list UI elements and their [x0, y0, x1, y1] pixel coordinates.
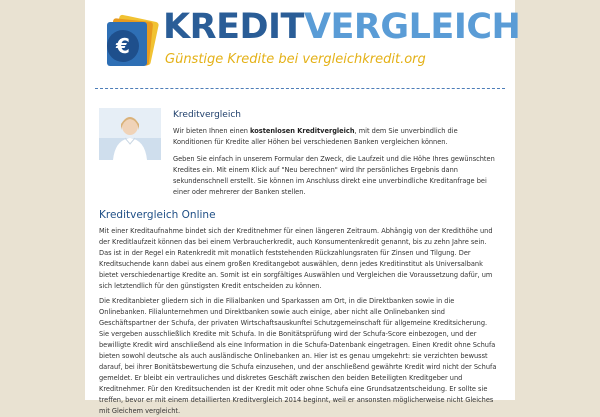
intro-paragraph-2: Geben Sie einfach in unserem Formular den Zweck, die Laufzeit und die Höhe Ihres gewünschten Kredites ein. Mit einem Klick auf "Neu berechnen" wird Ihr persönliches Ergebnis dann sekundenschnell erstellt. Sie können im Anschluss direkt eine unverbindliche Kreditanfrage bei einer oder mehrerer der Banken stellen. — [173, 155, 495, 196]
logo-title-part2: VERGLEICH — [303, 7, 521, 47]
section-paragraph-2: Die Kreditanbieter gliedern sich in die Filialbanken und Sparkassen am Ort, in die Direktbanken sowie in die Onlinebanken. Filialunternehmen und Direktbanken sowie auch einige, aber nicht alle Onlinebanken sind Geschäftspartner der Schufa, der privaten Wirtschaftsauskunftei Schutzgemeinschaft für allgemeine Kreditsicherung. Sie vergeben ausschließlich Kredite mit Schufa. In die Bonitätsprüfung wird der Schufa-Score einbezogen, und der bewilligte Kredit wird anschließend als eine Information in die Schufa-Datenbank eingetragen. Einen Kredit ohne Schufa bieten sowohl deutsche als auch ausländische Onlinebanken an. Hier ist es genau umgekehrt: sie verzichten bewusst darauf, bei ihrer Bonitätsbewertung die Schufa einzusehen, und der anschließend gewährte Kredit wird nicht der Schufa gemeldet. Er bleibt ein vertrauliches und diskretes Geschäft zwischen den beiden Beteiligten Kreditgeber und Kreditnehmer. Für den Kreditsuchenden ist der Kredit mit oder ohne Schufa eine Grundsatzentscheidung. Er sollte sie treffen, bevor er mit einem detaillierten Kreditvergleich 2014 beginnt, weil er ansonsten möglicherweise nicht Gleiches mit Gleichem vergleicht. — [99, 297, 497, 415]
section-paragraph-1: Mit einer Kreditaufnahme bindet sich der Kreditnehmer für einen längeren Zeitraum. Abhängig von der Kredithöhe und der Kreditlaufzeit können das bei einem Verbraucherkredit, auch Konsumentenkredit genannt, bis zu zehn Jahre sein. Das ist in der Regel ein Ratenkredit mit monatlich feststehenden Rückzahlungsraten für Zinsen und Tilgung. Der Kreditsuchende kann dabei aus einem großen Kreditangebot auswählen, denn jedes Kreditinstitut als Universalbank bietet verschiedenartige Kredite an. Somit ist ein sorgfältiges Auswählen und Vergleichen die Voraussetzung dafür, um sich letztendlich für den günstigsten Kredit entscheiden zu können. — [99, 227, 493, 290]
section-title: Kreditvergleich Online — [99, 209, 216, 221]
site-header — [85, 0, 521, 90]
logo-title-part1: KREDIT — [163, 7, 304, 47]
euro-symbol: € — [116, 34, 130, 58]
site-logo-title[interactable] — [163, 7, 521, 47]
intro-p1-bold: kostenlosen Kreditvergleich — [250, 127, 355, 135]
content-page — [85, 0, 521, 415]
intro-title: Kreditvergleich — [173, 110, 241, 120]
intro-p1-post: , mit dem Sie unverbindlich die Konditionen für Kredite aller Höhen bei verschiedenen Banken vergleichen können. — [173, 127, 458, 146]
support-agent-photo — [99, 108, 161, 160]
site-tagline: Günstige Kredite bei vergleichkredit.org — [165, 52, 426, 67]
intro-p1-pre: Wir bieten Ihnen einen — [173, 127, 251, 135]
euro-logo-icon[interactable] — [99, 16, 161, 70]
intro-paragraph-1 — [173, 126, 495, 148]
header-divider — [95, 88, 505, 89]
woman-headset-icon — [99, 108, 161, 160]
